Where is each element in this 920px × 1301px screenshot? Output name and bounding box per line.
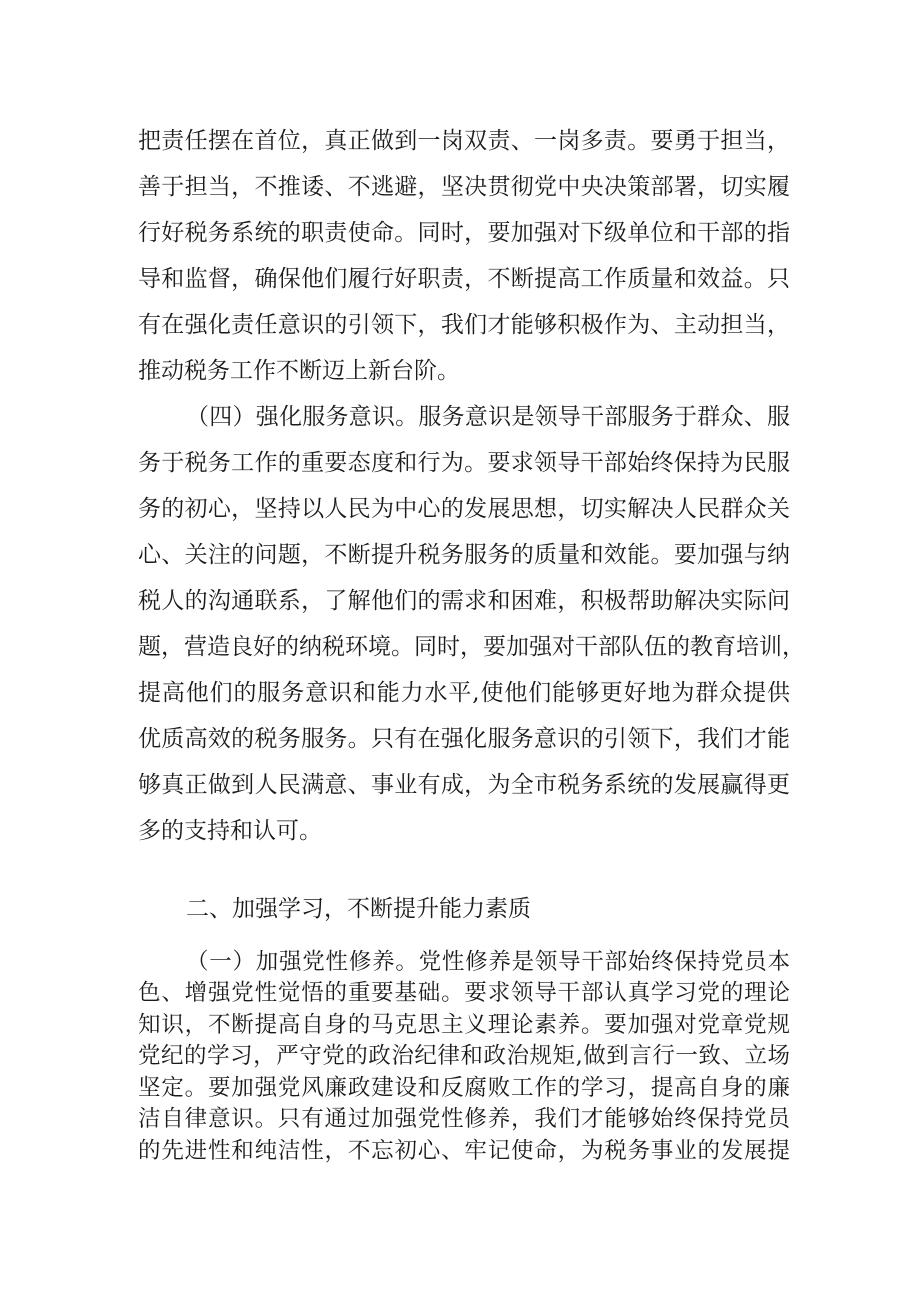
text-line: 题，营造良好的纳税环境。同时，要加强对干部队伍的教育培训， xyxy=(138,634,805,660)
text-line: 推动税务工作不断迈上新台阶。 xyxy=(138,358,460,384)
text-line: 优质高效的税务服务。只有在强化服务意识的引领下，我们才能 xyxy=(138,726,790,752)
text-line: 的先进性和纯洁性，不忘初心、牢记使命，为税务事业的发展提 xyxy=(138,1138,790,1164)
text-line: 色、增强党性觉悟的重要基础。要求领导干部认真学习党的理论 xyxy=(138,980,790,1006)
text-line: 坚定。要加强党风廉政建设和反腐败工作的学习，提高自身的廉 xyxy=(138,1075,790,1101)
text-line: 务的初心，坚持以人民为中心的发展思想，切实解决人民群众关 xyxy=(138,496,790,522)
text-line: 务于税务工作的重要态度和行为。要求领导干部始终保持为民服 xyxy=(138,450,790,476)
text-line: 行好税务系统的职责使命。同时，要加强对下级单位和干部的指 xyxy=(138,220,790,246)
text-line: 善于担当，不推诿、不逃避，坚决贯彻党中央决策部署，切实履 xyxy=(138,174,790,200)
text-line: 多的支持和认可。 xyxy=(138,818,322,844)
text-line: 心、关注的问题，不断提升税务服务的质量和效能。要加强与纳 xyxy=(138,542,790,568)
text-line: 知识，不断提高自身的马克思主义理论素养。要加强对党章党规 xyxy=(138,1012,790,1038)
text-line: 导和监督，确保他们履行好职责，不断提高工作质量和效益。只 xyxy=(138,266,790,292)
text-line: 有在强化责任意识的引领下，我们才能够积极作为、主动担当， xyxy=(138,312,790,338)
text-line: 把责任摆在首位，真正做到一岗双责、一岗多责。要勇于担当， xyxy=(138,128,790,154)
text-line: 够真正做到人民满意、事业有成，为全市税务系统的发展赢得更 xyxy=(138,772,790,798)
text-line: （一）加强党性修养。党性修养是领导干部始终保持党员本 xyxy=(186,949,790,975)
text-line: 党纪的学习，严守党的政治纪律和政治规矩,做到言行一致、立场 xyxy=(138,1043,790,1069)
text-line: （四）强化服务意识。服务意识是领导干部服务于群众、服 xyxy=(186,404,790,430)
text-line: 税人的沟通联系，了解他们的需求和困难，积极帮助解决实际问 xyxy=(138,588,790,614)
section-heading: 二、加强学习，不断提升能力素质 xyxy=(186,896,531,922)
text-line: 洁自律意识。只有通过加强党性修养，我们才能够始终保持党员 xyxy=(138,1106,790,1132)
text-line: 提高他们的服务意识和能力水平,使他们能够更好地为群众提供 xyxy=(138,680,790,706)
